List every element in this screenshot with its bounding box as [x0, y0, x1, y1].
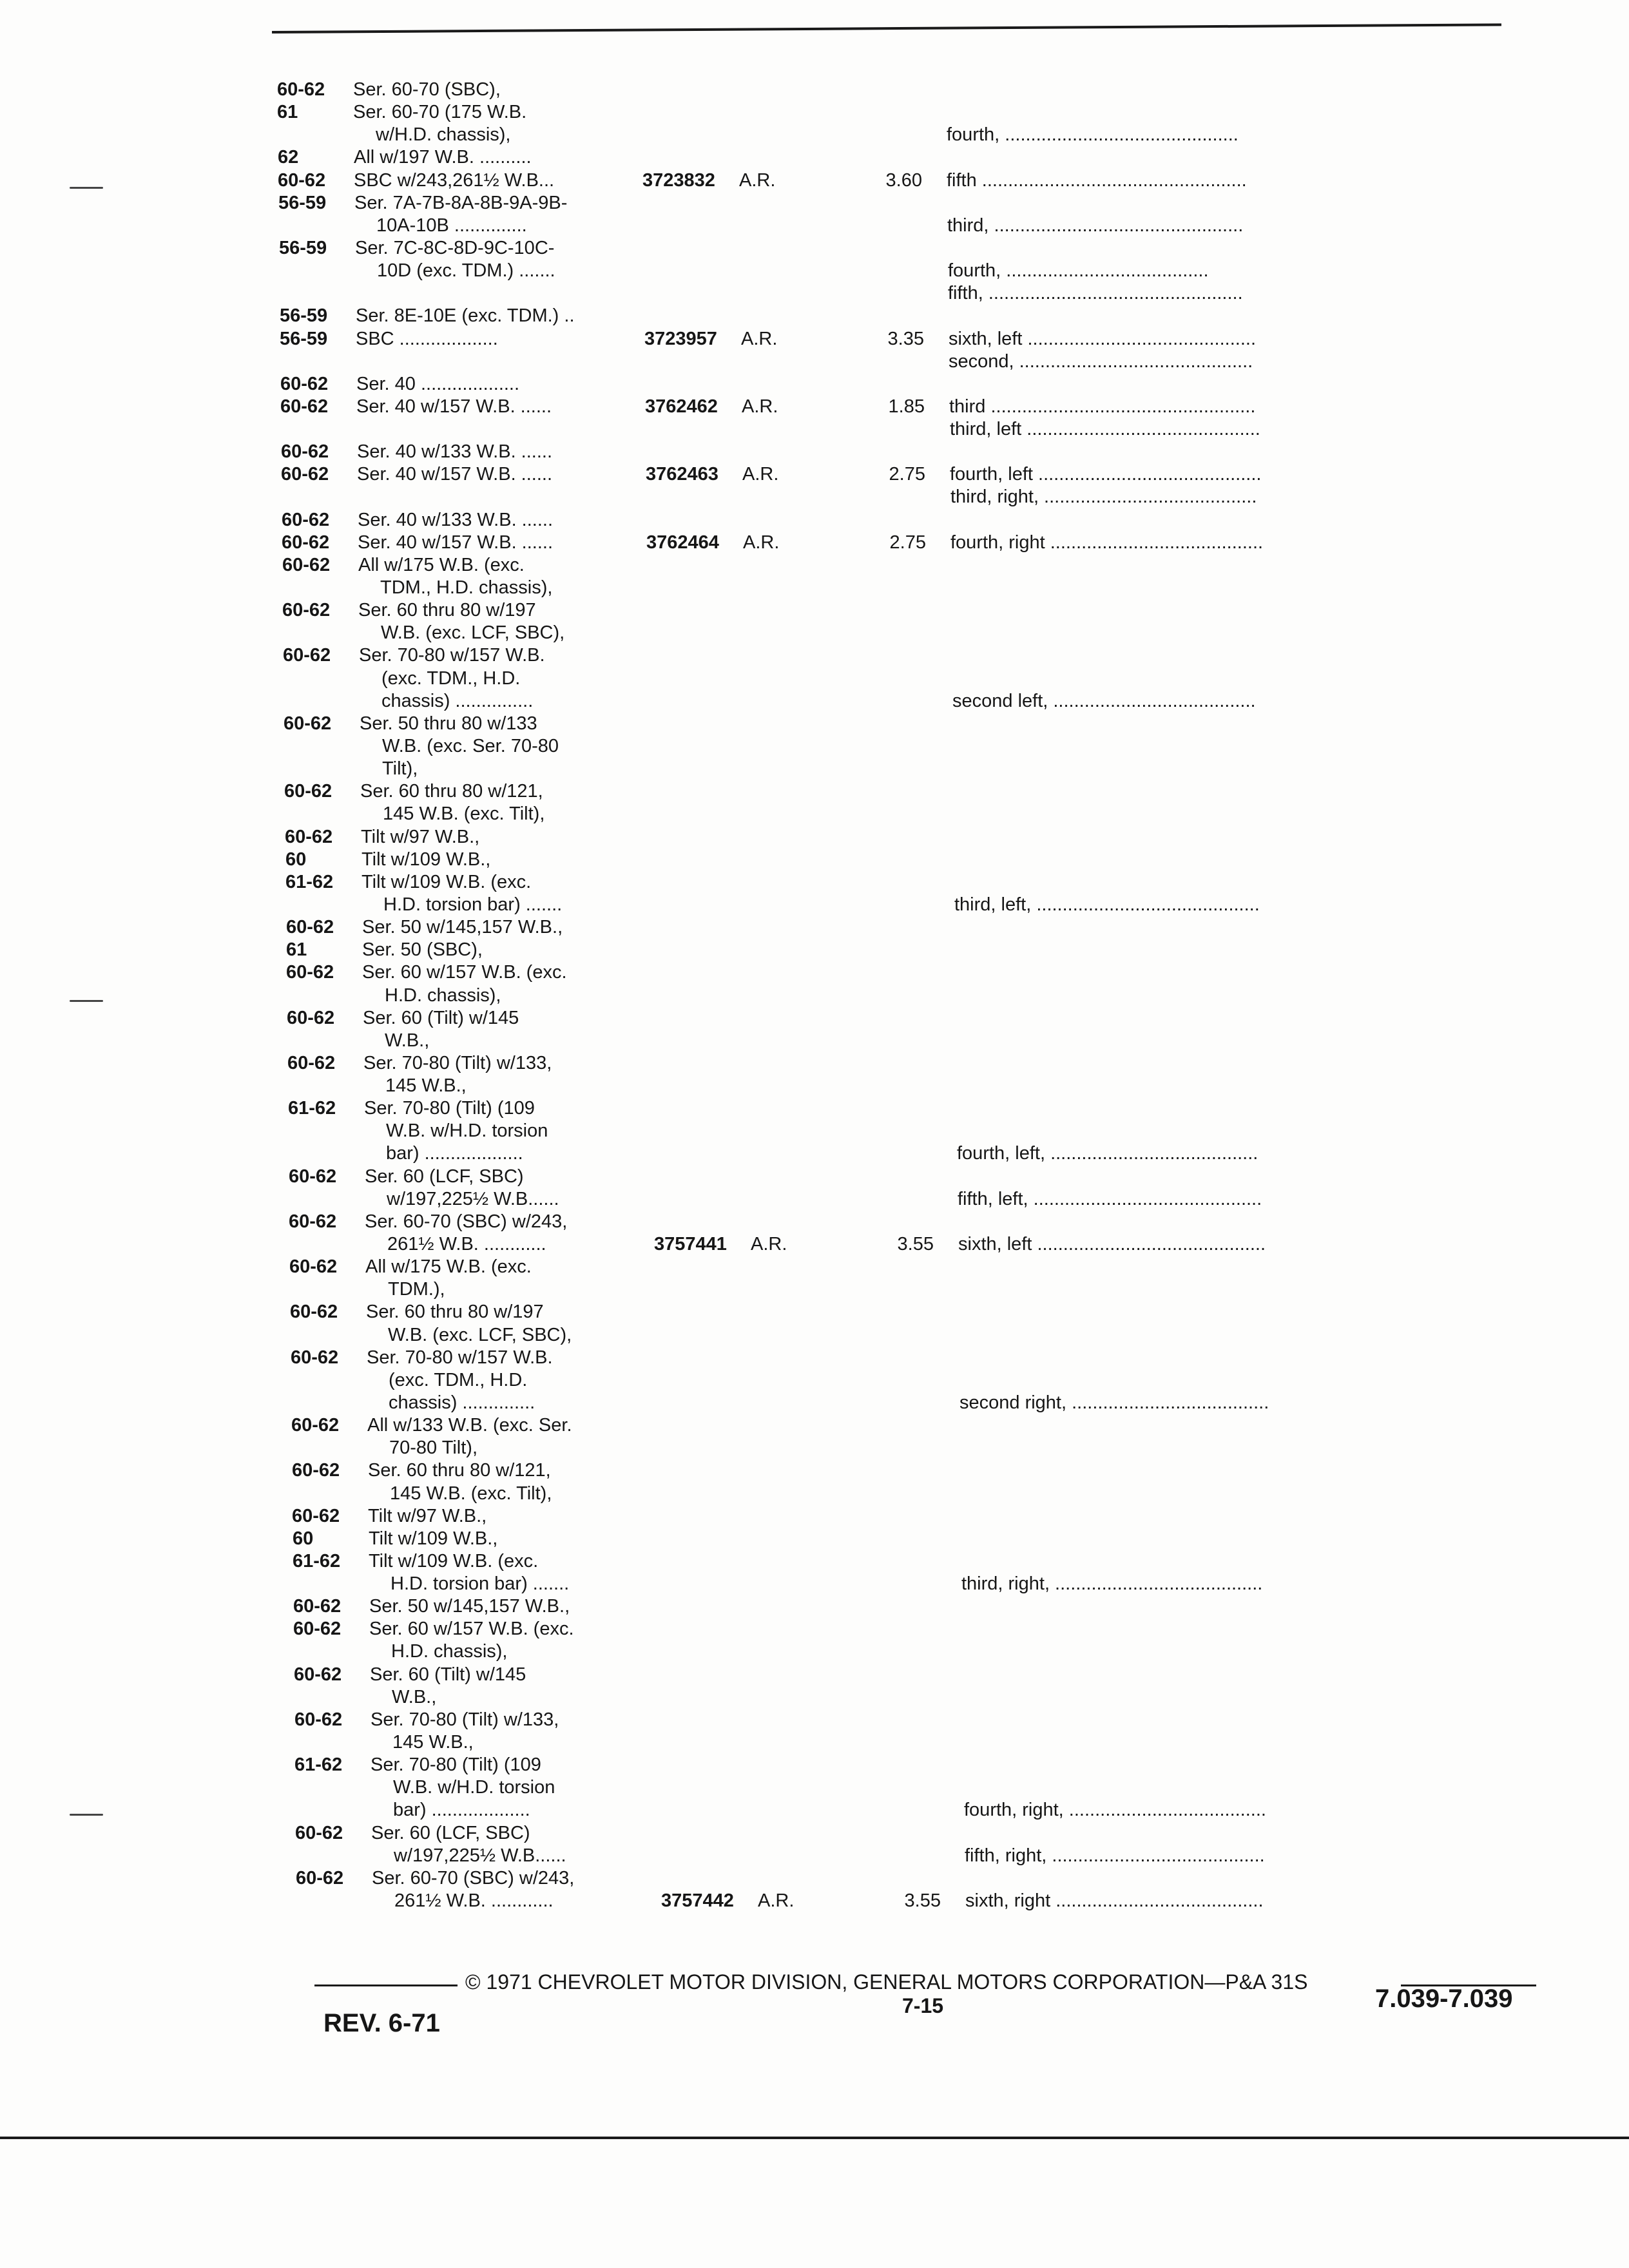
description: TDM.), [388, 1279, 445, 1300]
description: Ser. 70-80 (Tilt) (109 [371, 1754, 541, 1775]
description: Tilt w/109 W.B. (exc. [369, 1551, 539, 1571]
description: Ser. 40 ................... [356, 374, 520, 394]
part-name: third, ................................................ [947, 215, 1244, 236]
list-price: 1.85 [888, 396, 925, 417]
model-year: 60-62 [278, 170, 326, 191]
model-year: 60-62 [285, 827, 333, 847]
description: w/H.D. chassis), [376, 124, 511, 145]
description: All w/197 W.B. .......... [354, 147, 532, 168]
description: Ser. 40 w/133 W.B. ...... [358, 510, 554, 530]
model-year: 60-62 [289, 1211, 337, 1232]
model-year: 61-62 [293, 1551, 341, 1571]
description: 145 W.B. (exc. Tilt), [390, 1483, 552, 1504]
description: chassis) ............... [381, 691, 534, 711]
description: Ser. 50 (SBC), [362, 939, 483, 960]
bottom-rule [0, 2137, 1629, 2139]
model-year: 60-62 [280, 396, 329, 417]
quantity: A.R. [758, 1890, 795, 1911]
description: Tilt), [382, 758, 418, 779]
description: TDM., H.D. chassis), [380, 577, 553, 598]
list-price: 3.55 [897, 1234, 934, 1254]
margin-tick [70, 1000, 103, 1002]
description: 261½ W.B. ............ [387, 1234, 546, 1254]
description: bar) ................... [386, 1143, 523, 1164]
model-year: 60-62 [291, 1415, 340, 1436]
description: W.B. (exc. LCF, SBC), [388, 1325, 572, 1345]
description: Ser. 70-80 w/157 W.B. [359, 645, 545, 666]
model-year: 60-62 [294, 1709, 343, 1730]
description: All w/133 W.B. (exc. Ser. [367, 1415, 572, 1436]
model-year: 60-62 [292, 1506, 340, 1526]
description: Ser. 40 w/157 W.B. ...... [356, 396, 552, 417]
part-number: 3762463 [646, 464, 718, 485]
model-year: 56-59 [280, 305, 328, 326]
description: SBC ................... [356, 329, 498, 349]
description: Ser. 70-80 (Tilt) w/133, [371, 1709, 559, 1730]
quantity: A.R. [742, 396, 778, 417]
model-year: 60-62 [282, 600, 331, 620]
model-year: 60-62 [282, 532, 330, 553]
description: Ser. 70-80 (Tilt) (109 [364, 1098, 535, 1119]
model-year: 56-59 [279, 238, 327, 258]
description: W.B. w/H.D. torsion [386, 1120, 548, 1141]
description: Ser. 60 thru 80 w/121, [368, 1460, 551, 1481]
description: Ser. 60-70 (SBC) w/243, [365, 1211, 568, 1232]
description: All w/175 W.B. (exc. [358, 555, 525, 575]
description: Ser. 50 thru 80 w/133 [360, 713, 537, 734]
footer-rule-left [314, 1984, 458, 1986]
description: Ser. 60 w/157 W.B. (exc. [362, 962, 567, 983]
part-name: sixth, left ............................................ [958, 1234, 1266, 1254]
part-name: fifth ................................................... [947, 170, 1247, 191]
description: SBC w/243,261½ W.B... [354, 170, 555, 191]
model-year: 60-62 [286, 917, 334, 937]
model-year: 60-62 [294, 1664, 342, 1685]
description: Ser. 40 w/157 W.B. ...... [357, 464, 553, 485]
model-year: 60-62 [282, 555, 331, 575]
description: chassis) .............. [389, 1392, 535, 1413]
part-name: third, left, ........................................... [954, 894, 1260, 915]
model-year: 61-62 [294, 1754, 343, 1775]
description: Ser. 70-80 (Tilt) w/133, [363, 1053, 552, 1073]
part-name: fourth, left ........................................... [950, 464, 1262, 485]
margin-tick [70, 1814, 103, 1816]
model-year: 62 [278, 147, 299, 168]
description: 261½ W.B. ............ [394, 1890, 554, 1911]
model-year: 60-62 [287, 1053, 336, 1073]
part-name: sixth, left ............................................ [949, 329, 1256, 349]
model-year: 60-62 [293, 1596, 342, 1617]
model-year: 60-62 [282, 510, 330, 530]
description: Ser. 60 thru 80 w/121, [360, 781, 543, 802]
description: Ser. 60 (LCF, SBC) [365, 1166, 524, 1187]
part-number: 3757441 [654, 1234, 727, 1254]
description: Tilt w/109 W.B. (exc. [361, 872, 532, 892]
description: Tilt w/97 W.B., [361, 827, 480, 847]
description: Tilt w/109 W.B., [361, 849, 491, 870]
description: w/197,225½ W.B...... [387, 1189, 559, 1209]
model-year: 60-62 [291, 1347, 339, 1368]
model-year: 60-62 [284, 713, 332, 734]
model-year: 61-62 [288, 1098, 336, 1119]
description: 145 W.B., [392, 1732, 474, 1753]
model-year: 60-62 [289, 1256, 338, 1277]
description: H.D. torsion bar) ....... [390, 1573, 570, 1594]
description: 70-80 Tilt), [389, 1437, 477, 1458]
description: Ser. 60 (LCF, SBC) [371, 1823, 530, 1843]
description: Tilt w/109 W.B., [369, 1528, 498, 1549]
description: Ser. 50 w/145,157 W.B., [362, 917, 563, 937]
list-price: 3.55 [904, 1890, 941, 1911]
part-name: fifth, right, ......................................... [965, 1845, 1265, 1866]
list-price: 3.35 [887, 329, 924, 349]
description: Ser. 60 (Tilt) w/145 [370, 1664, 526, 1685]
description: Ser. 7C-8C-8D-9C-10C- [355, 238, 555, 258]
model-year: 60-62 [277, 79, 325, 100]
part-name: fourth, ....................................... [948, 260, 1209, 281]
list-price: 2.75 [889, 532, 926, 553]
part-name: fourth, right ......................................... [950, 532, 1264, 553]
description: w/197,225½ W.B...... [394, 1845, 566, 1866]
description: Ser. 60-70 (SBC) w/243, [372, 1868, 575, 1888]
description: 145 W.B. (exc. Tilt), [383, 803, 545, 824]
list-price: 2.75 [889, 464, 925, 485]
quantity: A.R. [739, 170, 776, 191]
part-number: 3762464 [646, 532, 719, 553]
description: H.D. torsion bar) ....... [383, 894, 563, 915]
part-number: 3757442 [661, 1890, 734, 1911]
description: 145 W.B., [385, 1075, 467, 1096]
model-year: 60-62 [287, 1008, 335, 1028]
list-price: 3.60 [885, 170, 922, 191]
description: All w/175 W.B. (exc. [365, 1256, 532, 1277]
description: H.D. chassis), [391, 1641, 508, 1662]
part-name: third, left ............................................. [950, 419, 1260, 439]
section-number: 7.039-7.039 [1375, 1984, 1513, 2013]
model-year: 60-62 [286, 962, 334, 983]
page-number: 7-15 [902, 1994, 944, 2017]
top-rule [272, 23, 1501, 34]
model-year: 60 [293, 1528, 314, 1549]
part-name: second left, ....................................... [952, 691, 1256, 711]
description: W.B., [385, 1030, 430, 1051]
model-year: 61 [277, 102, 298, 122]
description: Ser. 40 w/133 W.B. ...... [357, 441, 553, 462]
part-name: fourth, right, ...................................... [964, 1800, 1266, 1820]
model-year: 56-59 [280, 329, 328, 349]
part-name: third, right, ........................................ [961, 1573, 1263, 1594]
model-year: 60-62 [295, 1823, 343, 1843]
description: bar) ................... [393, 1800, 530, 1820]
description: Ser. 60 (Tilt) w/145 [363, 1008, 519, 1028]
quantity: A.R. [742, 464, 779, 485]
description: (exc. TDM., H.D. [381, 668, 521, 689]
part-name: second, ............................................. [949, 351, 1253, 372]
quantity: A.R. [741, 329, 778, 349]
revision-label: REV. 6-71 [323, 2009, 440, 2037]
part-name: fifth, left, ............................................ [958, 1189, 1262, 1209]
description: Ser. 60-70 (175 W.B. [353, 102, 527, 122]
part-name: third, right, ......................................... [950, 486, 1257, 507]
description: Ser. 60 thru 80 w/197 [366, 1302, 544, 1322]
model-year: 60-62 [284, 781, 333, 802]
description: Tilt w/97 W.B., [368, 1506, 487, 1526]
description: Ser. 60 thru 80 w/197 [358, 600, 536, 620]
quantity: A.R. [743, 532, 780, 553]
part-name: fourth, ............................................. [947, 124, 1239, 145]
model-year: 61-62 [285, 872, 334, 892]
model-year: 61 [286, 939, 307, 960]
model-year: 60-62 [292, 1460, 340, 1481]
part-number: 3762462 [645, 396, 718, 417]
description: H.D. chassis), [385, 985, 501, 1006]
copyright-line: © 1971 CHEVROLET MOTOR DIVISION, GENERAL MOTORS CORPORATION—P&A 31S [465, 1970, 1308, 1994]
model-year: 60-62 [290, 1302, 338, 1322]
description: (exc. TDM., H.D. [389, 1370, 528, 1390]
part-name: third ................................................... [949, 396, 1256, 417]
description: W.B., [392, 1687, 437, 1707]
part-name: sixth, right ........................................ [965, 1890, 1264, 1911]
description: 10A-10B .............. [376, 215, 527, 236]
model-year: 60 [285, 849, 307, 870]
description: Ser. 8E-10E (exc. TDM.) .. [356, 305, 575, 326]
model-year: 60-62 [293, 1619, 342, 1639]
quantity: A.R. [751, 1234, 787, 1254]
model-year: 60-62 [280, 374, 329, 394]
part-number: 3723832 [642, 170, 715, 191]
description: 10D (exc. TDM.) ....... [377, 260, 555, 281]
model-year: 60-62 [283, 645, 331, 666]
description: Ser. 70-80 w/157 W.B. [367, 1347, 553, 1368]
description: Ser. 40 w/157 W.B. ...... [358, 532, 554, 553]
model-year: 60-62 [281, 464, 329, 485]
description: Ser. 60 w/157 W.B. (exc. [369, 1619, 574, 1639]
part-name: second right, ...................................... [959, 1392, 1269, 1413]
description: Ser. 50 w/145,157 W.B., [369, 1596, 570, 1617]
description: W.B. w/H.D. torsion [393, 1777, 555, 1798]
description: Ser. 7A-7B-8A-8B-9A-9B- [354, 193, 568, 213]
model-year: 60-62 [289, 1166, 337, 1187]
description: W.B. (exc. LCF, SBC), [381, 622, 565, 643]
part-name: fifth, ................................................. [948, 283, 1243, 303]
model-year: 60-62 [281, 441, 329, 462]
model-year: 56-59 [278, 193, 327, 213]
margin-tick [70, 187, 103, 189]
description: W.B. (exc. Ser. 70-80 [382, 736, 559, 756]
model-year: 60-62 [296, 1868, 344, 1888]
part-name: fourth, left, ........................................ [957, 1143, 1258, 1164]
description: Ser. 60-70 (SBC), [353, 79, 501, 100]
part-number: 3723957 [644, 329, 717, 349]
